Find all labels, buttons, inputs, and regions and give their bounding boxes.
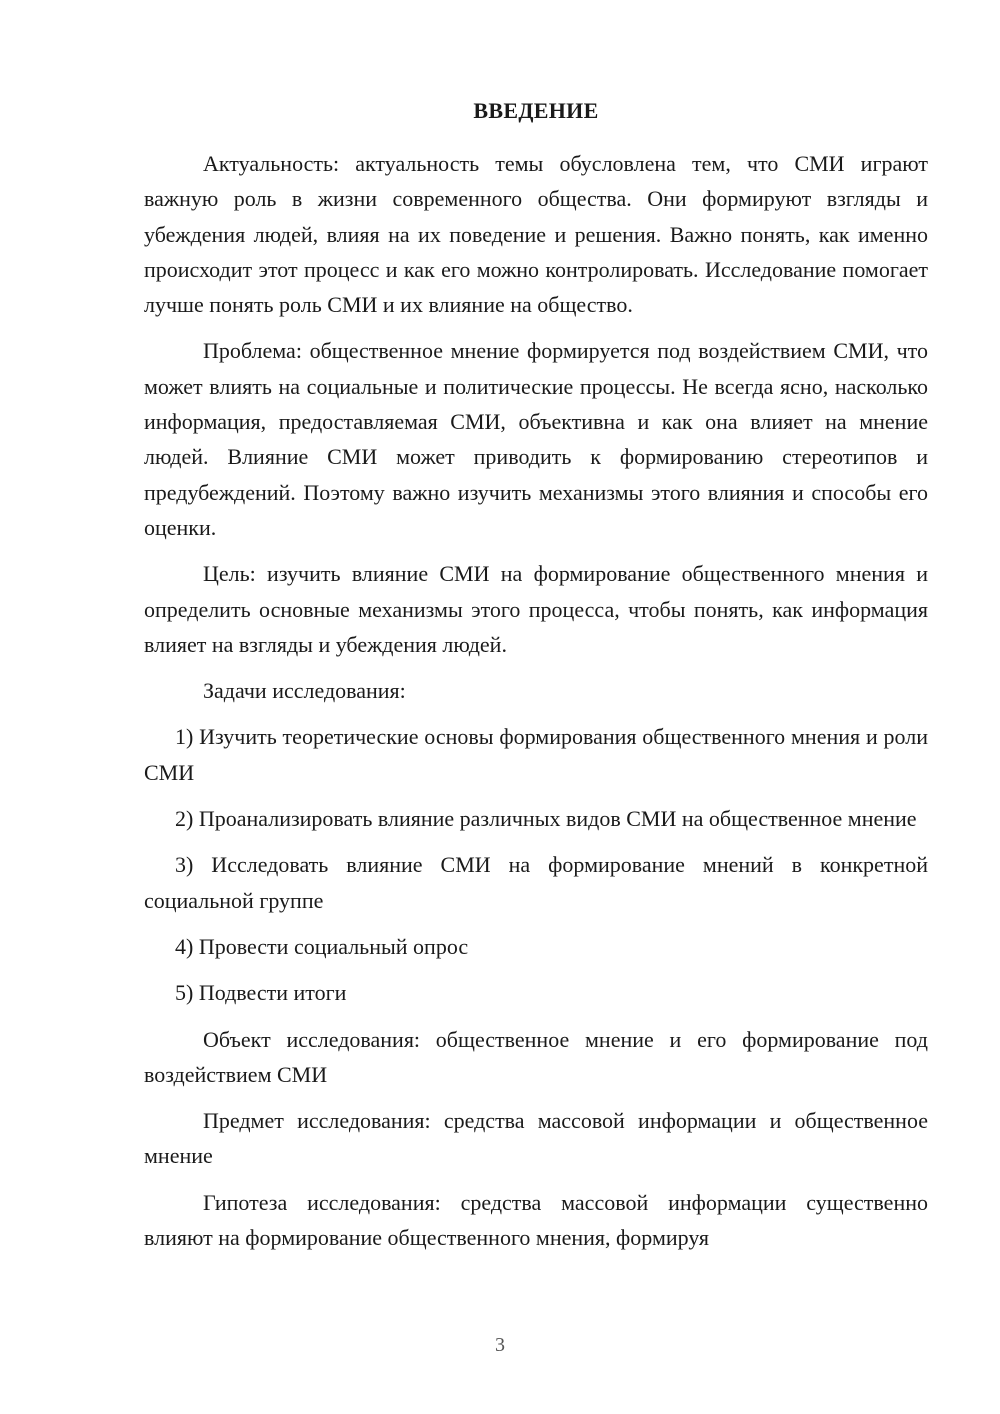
- paragraph-relevance: Актуальность: актуальность темы обусловлена тем, что СМИ играют важную роль в жизни современного общества. Они формируют взгляды и убеждения людей, влияя на их поведение и решения. Важно понять, как именно происходит этот процесс и как его можно контролировать. Исследование помогает лучше понять роль СМИ и их влияние на общество.: [144, 151, 928, 318]
- page-number: 3: [495, 1334, 505, 1356]
- paragraph-object: Объект исследования: общественное мнение и его формирование под воздействием СМИ: [144, 1026, 928, 1087]
- task-item: 2) Проанализировать влияние различных видов СМИ на общественное мнение: [175, 806, 917, 832]
- task-list: [144, 719, 928, 1010]
- task-item: 4) Провести социальный опрос: [175, 933, 469, 959]
- task-item: 5) Подвести итоги: [175, 980, 347, 1006]
- page-heading: ВВЕДЕНИЕ: [473, 98, 599, 123]
- paragraph-subject: Предмет исследования: средства массовой информации и общественное мнение: [144, 1108, 928, 1169]
- page-content: [144, 96, 928, 1266]
- paragraph-tasks-intro: Задачи исследования:: [203, 678, 406, 704]
- paragraph-problem: Проблема: общественное мнение формируется под воздействием СМИ, что может влиять на социальные и политические процессы. Не всегда ясно, насколько информация, предоставляемая СМИ, объективна и как она влияет на мнение людей. Влияние СМИ может приводить к формированию стереотипов и предубеждений. Поэтому важно изучить механизмы этого влияния и способы его оценки.: [144, 338, 928, 540]
- task-item: 3) Исследовать влияние СМИ на формирование мнений в конкретной социальной группе: [144, 852, 928, 913]
- paragraph-goal: Цель: изучить влияние СМИ на формирование общественного мнения и определить основные механизмы этого процесса, чтобы понять, как информация влияет на взгляды и убеждения людей.: [144, 561, 928, 657]
- paragraph-hypothesis: Гипотеза исследования: средства массовой информации существенно влияют на формирование общественного мнения, формируя: [144, 1189, 928, 1251]
- task-item: 1) Изучить теоретические основы формирования общественного мнения и роли СМИ: [144, 724, 928, 785]
